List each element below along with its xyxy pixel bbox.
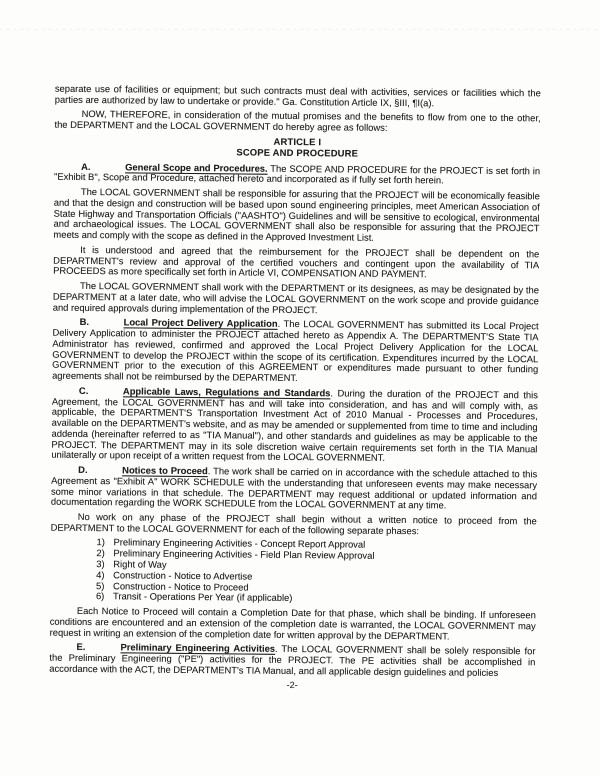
section-a [54,161,540,187]
section-c-body: . During the duration of the PROJECT and this Agreement, the LOCAL GOVERNMENT has and will take into consideration, and has and will comply with, as applicable, the DEPARTMENT'S Transportation Investment Act of 2010 Manual - Processes and Procedures, available on the DEPARTMENT's website, and as may be amended or supplemented from time to time and including addenda (hereinafter referred to as "TIA Manual"), and other standards and guidelines as may be applicable to the PROJECT. The DEPARTMENT may in its sole discretion waive certain requirements set forth in the TIA Manual unilaterally or upon receipt of a written request from the LOCAL GOVERNMENT. [51,387,539,464]
phase-text: Construction - Notice to Proceed [113,579,249,593]
phase-number: 2) [96,547,105,559]
phase-list [96,538,537,607]
phase-number: 1) [96,536,105,548]
section-a-label: A. [81,160,91,172]
phase-text: Construction - Notice to Advertise [113,569,253,582]
section-c [51,385,538,465]
document-content [49,84,541,693]
phase-number: 6) [95,590,105,602]
section-a-body: The SCOPE AND PROCEDURE for the PROJECT is set forth in "Exhibit B", Scope and Procedure, attached hereto and incorporated as if fully set forth herein. [53,162,541,186]
section-e [49,642,535,679]
phase-text: Preliminary Engineering Activities - Field Plan Review Approval [113,547,375,562]
phase-number: 4) [96,568,105,581]
section-e-label: E. [76,641,86,653]
paragraph-now-therefore: NOW, THEREFORE, in consideration of the mutual promises and the benefits to flow from one to the other, the DEPARTMENT and the LOCAL GOVERNMENT do hereby agree as follows: [54,108,541,134]
section-d-label: D. [78,464,88,476]
paragraph-each-notice: Each Notice to Proceed will contain a Completion Date for that phase, which shall be binding. If unforeseen conditions are encountered and an extension of the completion date is warranted, the LOCAL GOVERNMENT may request in writing an extension of the completion date for written approval by the DEPARTMENT. [49,604,536,642]
page-number: -2- [286,679,298,690]
article-subtitle: SCOPE AND PROCEDURE [236,146,359,159]
section-d-heading: Notices to Proceed [122,464,208,477]
phase-text: Preliminary Engineering Activities - Concept Report Approval [113,536,366,551]
paragraph-responsibility: The LOCAL GOVERNMENT shall be responsible for assuring that the PROJECT will be economically feasible and that the design and construction will be based upon sound engineering principles, meet American Association of State Highway and Transportation Officials ("AASHTO") Guidelines and will be sensitive to ecological, environmental and archaeological issues. The LOCAL GOVERNMENT shall also be responsible for assuring that the PROJECT meets and comply with the scope as defined in the Approved Investment List. [53,185,540,243]
section-d [51,465,537,513]
phase-text: Right of Way [113,558,167,570]
article-title: ARTICLE I [273,135,322,148]
section-d-body: . The work shall be carried on in accordance with the schedule attached to this Agreement as "Exhibit A" WORK SCHEDULE with the understanding that unforeseen events may make necessary some minor variations in that schedule. The DEPARTMENT may request additional or updated information and documentation regarding the WORK SCHEDULE from the LOCAL GOVERNMENT at any time. [50,465,538,511]
scan-artifact-line [0,29,600,30]
section-e-heading: Preliminary Engineering Activities [120,641,276,655]
paragraph-intro-continuation: separate use of facilities or equipment; but such contracts must deal with activities, services or facilities which the parties are authorized by law to undertake or provide." Ga. Constitution Article IX, §III, ¶I(a). [54,82,541,109]
section-e-body: . The LOCAL GOVERNMENT shall be solely responsible for the Preliminary Engineering ("PE") activities for the PROJECT. The PE activities shall be accomplished in accordance with the ACT, the DEPARTMENT's TIA Manual, and all applicable design guidelines and policies [49,643,536,678]
phase-number: 3) [96,558,105,570]
section-a-heading: General Scope and Procedures. [125,160,268,174]
section-b-body: . The LOCAL GOVERNMENT has submitted its Local Project Delivery Application to administer the PROJECT attached hereto as Appendix A. The DEPARTMENT'S State TIA Administrator has reviewed, confirmed and approved the Local Project Delivery Application for the LOCAL GOVERNMENT to develop the PROJECT within the scope of its certification. Expenditures incurred by the LOCAL GOVERNMENT prior to the execution of this AGREEMENT or expenditures made pursuant to other funding agreements shall not be reimbursed by the DEPARTMENT. [52,317,539,384]
phase-text: Transit - Operations Per Year (if applicable) [112,590,293,604]
paragraph-no-work: No work on any phase of the PROJECT shall begin without a written notice to proceed from the DEPARTMENT to the LOCAL GOVERNMENT for each of the following separate phases: [50,510,537,537]
section-b-label: B. [79,316,90,328]
section-b-heading: Local Project Delivery Application [123,316,278,329]
section-b [52,317,539,386]
article-heading [54,135,540,161]
section-c-heading: Applicable Laws, Regulations and Standards [122,385,331,399]
phase-number: 5) [96,579,105,591]
section-c-label: C. [78,384,89,396]
paragraph-designees: The LOCAL GOVERNMENT shall work with the DEPARTMENT or its designees, as may be designated by the DEPARTMENT at a later date, who will advise the LOCAL GOVERNMENT on the work scope and provide guidance and required approvals during implementation of the PROJECT. [52,279,540,315]
paragraph-reimbursement: It is understood and agreed that the reimbursement for the PROJECT shall be dependent on the DEPARTMENT's review and approval of the certified vouchers and contingent upon the availability of TIA PROCEEDS as more specifically set forth in Article VI, COMPENSATION AND PAYMENT. [53,243,540,280]
